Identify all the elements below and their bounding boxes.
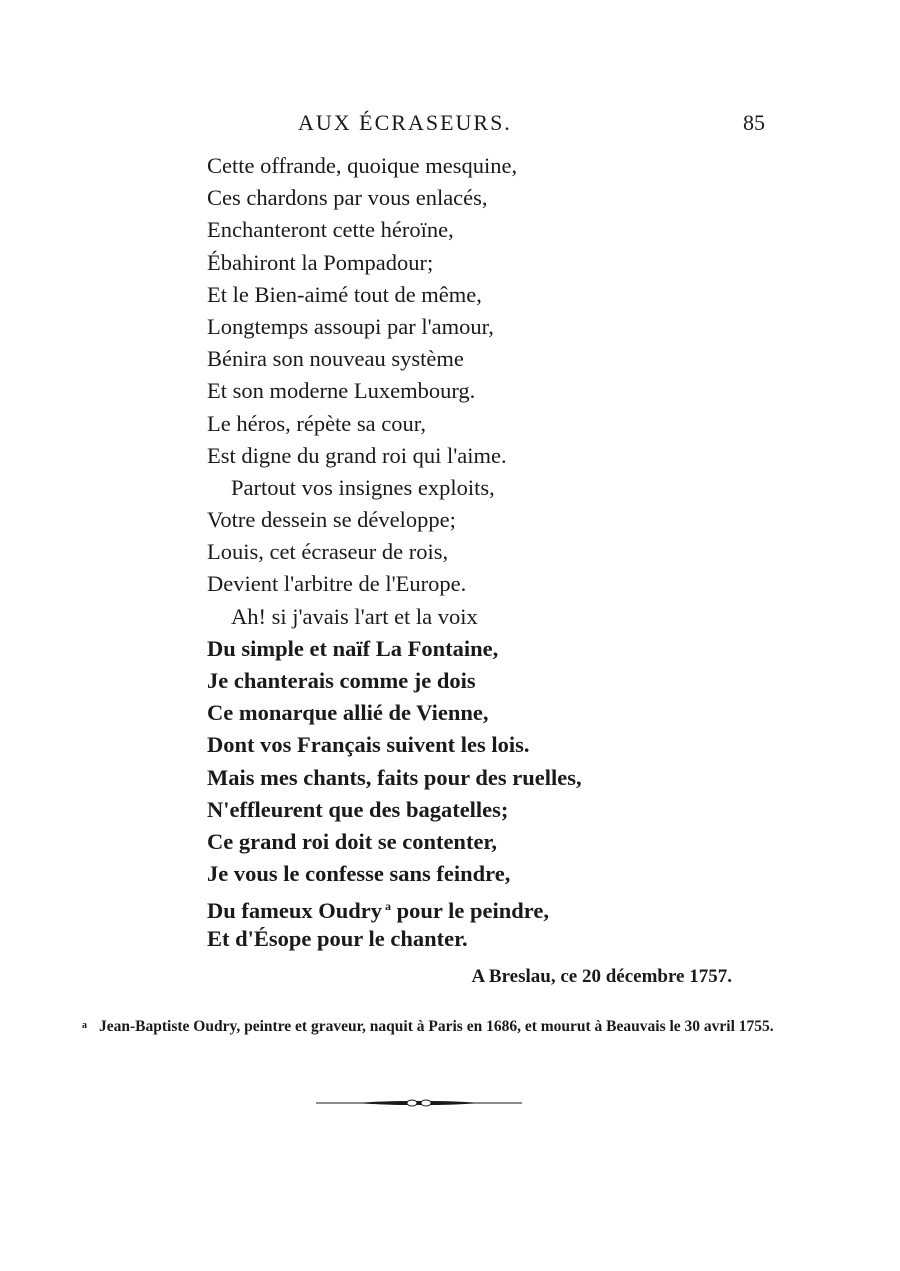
poem xyxy=(207,150,582,955)
poem-line: Louis, cet écraseur de rois, xyxy=(207,539,449,565)
poem-line: Ah! si j'avais l'art et la voix xyxy=(231,603,478,629)
poem-line-text: Du fameux Oudry xyxy=(207,898,383,924)
poem-line: Et le Bien-aimé tout de même, xyxy=(207,281,482,307)
signature-dateline: A Breslau, ce 20 décembre 1757. xyxy=(471,966,732,987)
poem-line xyxy=(207,890,582,922)
poem-line: Je chanterais comme je dois xyxy=(207,668,476,693)
poem-line: Ébahiront la Pompadour; xyxy=(207,249,434,275)
poem-line: Bénira son nouveau système xyxy=(207,346,464,372)
footnote xyxy=(60,1014,780,1039)
ornament-divider xyxy=(316,1096,522,1110)
poem-line: Du simple et naïf La Fontaine, xyxy=(207,635,499,661)
poem-line: Et son moderne Luxembourg. xyxy=(207,378,476,404)
running-title: AUX ÉCRASEURS. xyxy=(298,110,512,135)
page-number: 85 xyxy=(743,110,765,135)
poem-line: N'effleurent que des bagatelles; xyxy=(207,796,509,822)
poem-line: Mais mes chants, faits pour des ruelles, xyxy=(207,764,582,790)
poem-line: Dont vos Français suivent les lois. xyxy=(207,732,530,758)
footnote-reference: a xyxy=(385,899,392,914)
poem-line-continuation: pour le peindre, xyxy=(396,898,549,924)
page-header xyxy=(0,110,900,140)
footnote-text: Jean-Baptiste Oudry, peintre et graveur, naquit à Paris en 1686, et mourut à Beauvais le 30 avril 1755. xyxy=(99,1018,774,1035)
poem-line: Le héros, répète sa cour, xyxy=(207,410,426,436)
poem-line: Longtemps assoupi par l'amour, xyxy=(207,313,494,339)
poem-line: Est digne du grand roi qui l'aime. xyxy=(207,442,507,468)
poem-line: Ce monarque allié de Vienne, xyxy=(207,700,489,726)
poem-line: Enchanteront cette héroïne, xyxy=(207,217,454,243)
poem-line: Je vous le confesse sans feindre, xyxy=(207,861,511,887)
poem-line: Votre dessein se développe; xyxy=(207,507,456,533)
poem-line: Et d'Ésope pour le chanter. xyxy=(207,925,468,951)
footnote-marker: a xyxy=(82,1020,87,1031)
poem-line: Cette offrande, quoique mesquine, xyxy=(207,153,518,178)
poem-line: Partout vos insignes exploits, xyxy=(231,474,495,500)
poem-line: Devient l'arbitre de l'Europe. xyxy=(207,571,467,597)
poem-line: Ce grand roi doit se contenter, xyxy=(207,828,497,854)
poem-line: Ces chardons par vous enlacés, xyxy=(207,185,488,211)
